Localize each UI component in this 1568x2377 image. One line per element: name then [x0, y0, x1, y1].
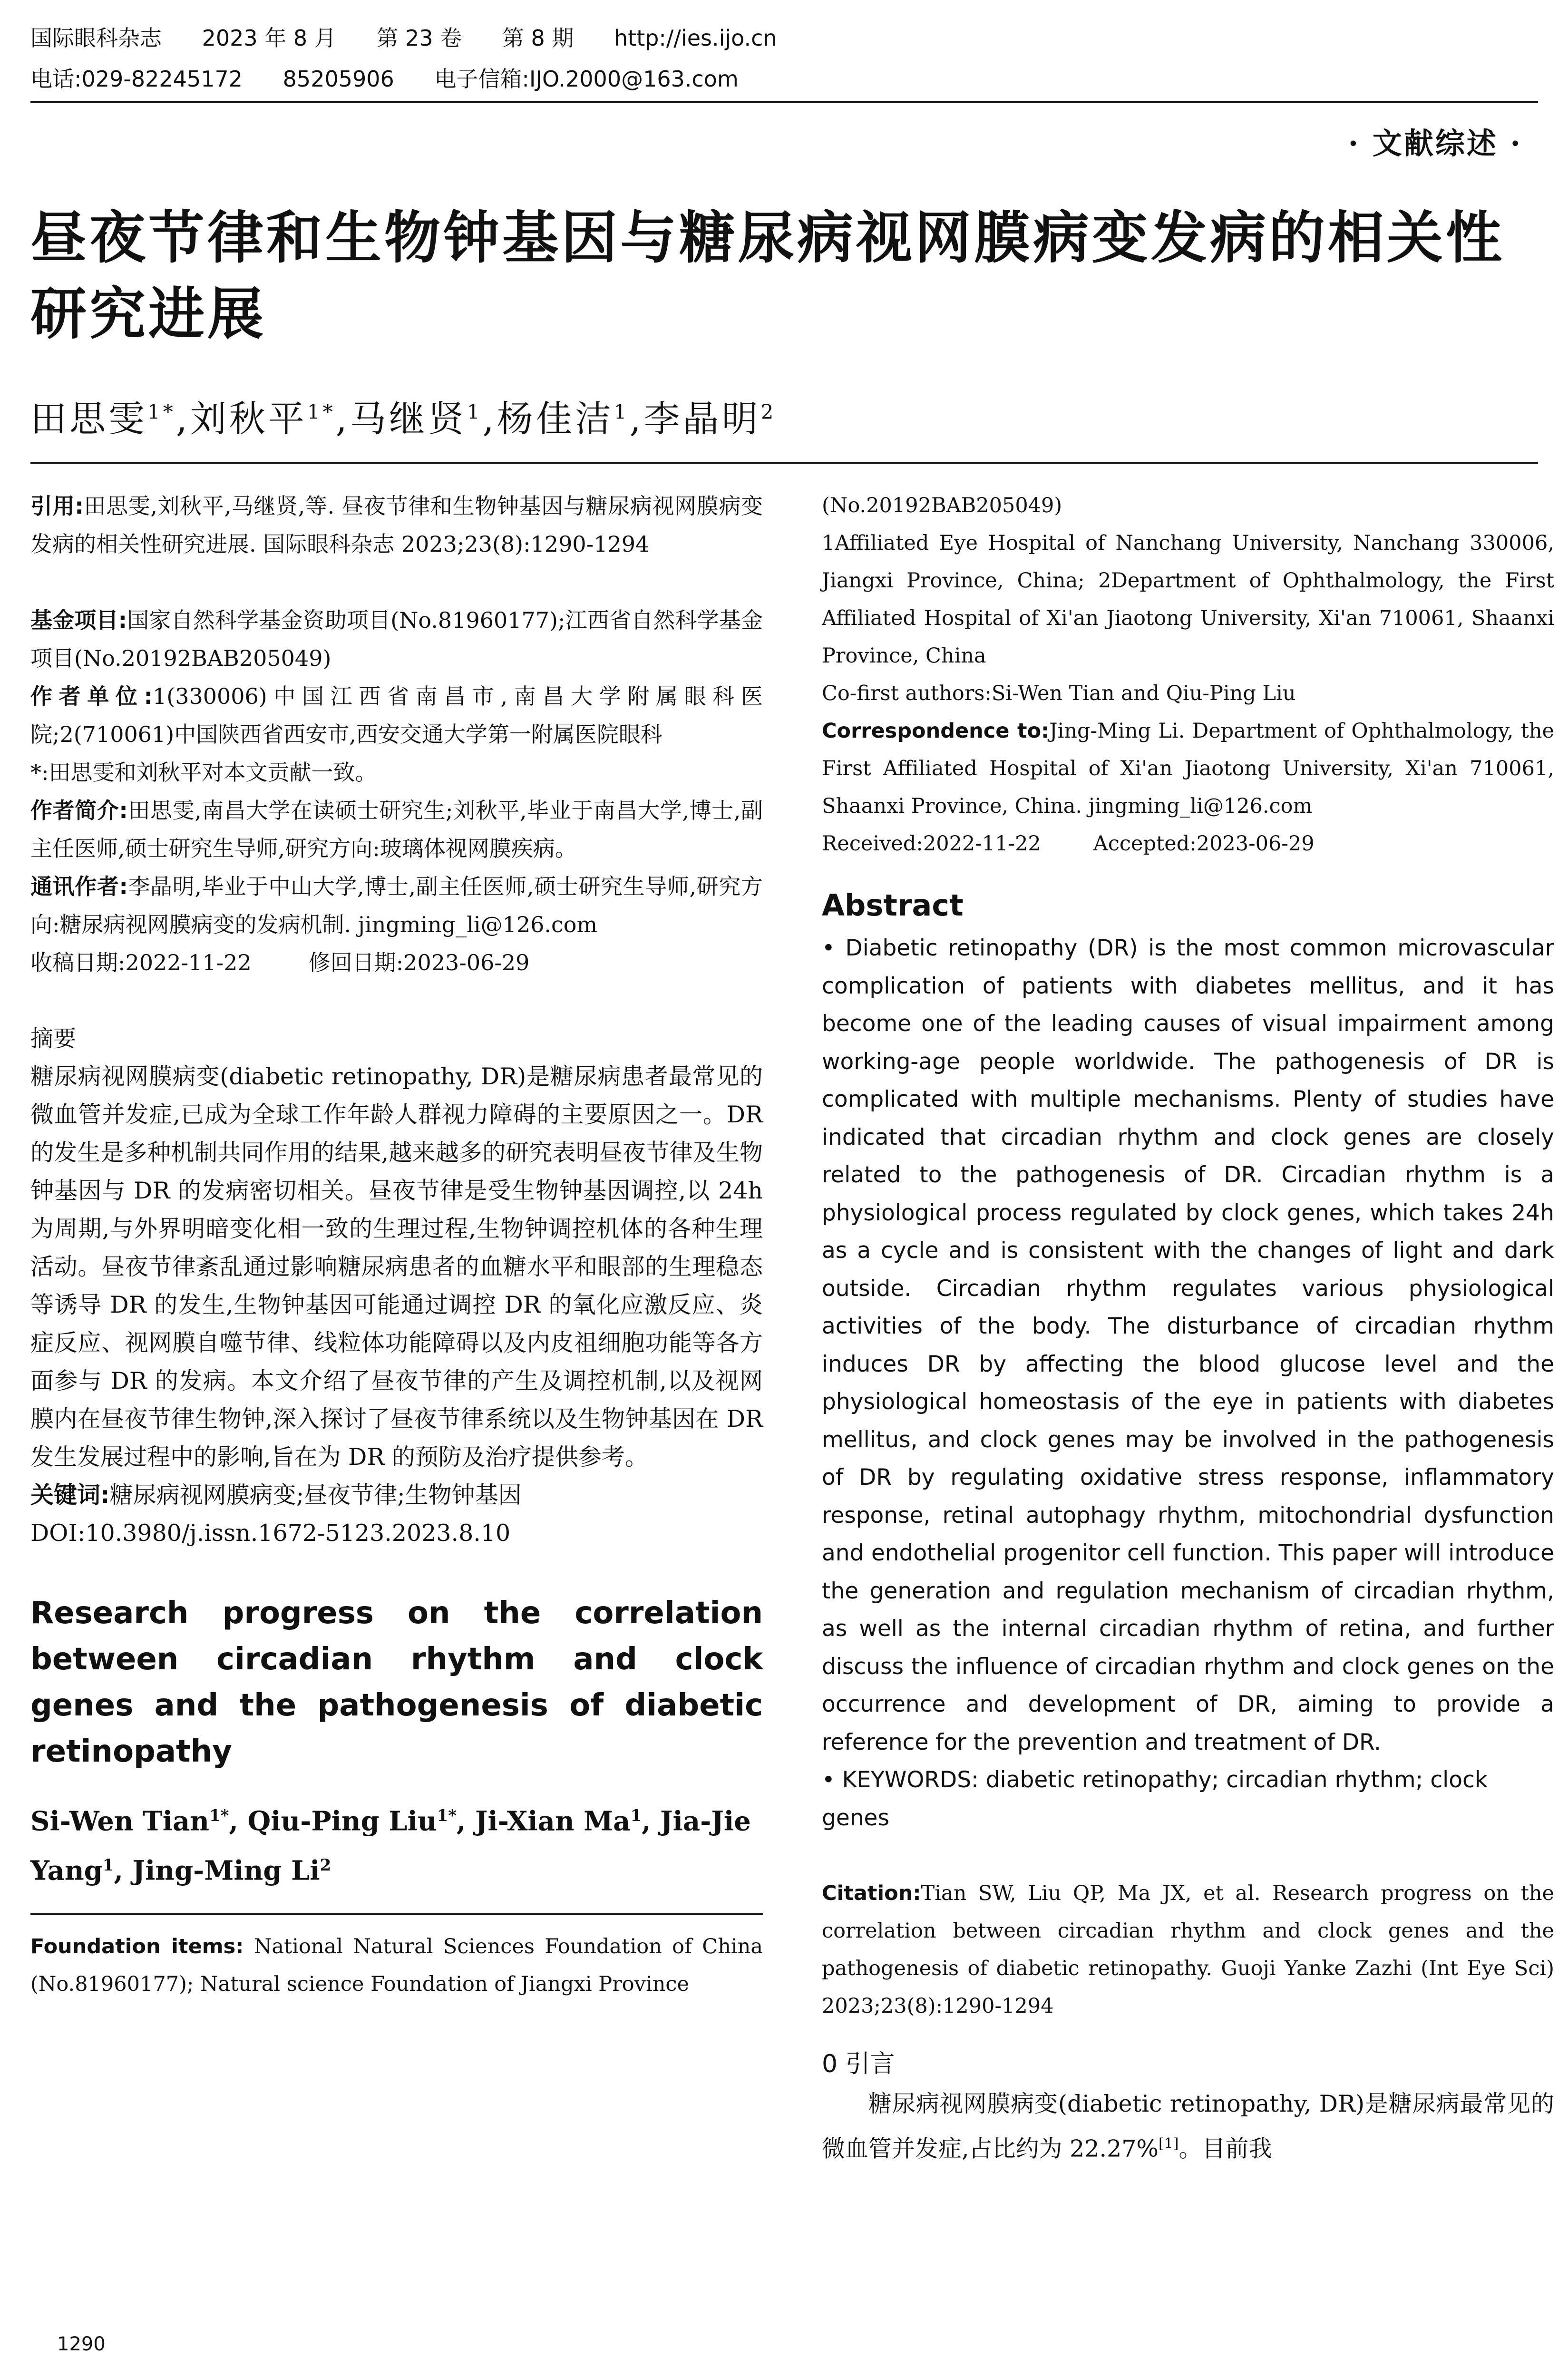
- foundation-label: Foundation items:: [30, 1935, 244, 1959]
- author-sup: 1: [614, 400, 630, 424]
- dates-en: [822, 825, 1554, 863]
- correspondence-text: Jing-Ming Li. Department of Ophthalmology, the First Affiliated Hospital of Xi'an Jiaotong University, Xi'an 710061, Shaanxi Province, China. jingming_li@126.com: [822, 719, 1554, 818]
- keywords-label: 关键词:: [30, 1481, 110, 1509]
- accepted-en: Accepted:2023-06-29: [1093, 832, 1315, 856]
- footnote-rule: [30, 1913, 763, 1915]
- left-column: [30, 487, 763, 2003]
- article-title-cn: 昼夜节律和生物钟基因与糖尿病视网膜病变发病的相关性研究进展: [30, 205, 1505, 347]
- journal-url[interactable]: http://ies.ijo.cn: [614, 25, 777, 51]
- correspondence-en: [822, 712, 1554, 825]
- author-bio: [30, 791, 763, 867]
- intro-paragraph: [822, 2084, 1554, 2169]
- author-name: 田思雯: [30, 398, 147, 440]
- author-sup: 2: [760, 400, 777, 424]
- unit-text: 1(330006)中国江西省南昌市,南昌大学附属眼科医院;2(710061)中国陕西省西安市,西安交通大学第一附属医院眼科: [30, 683, 763, 747]
- journal-header-line2: [30, 62, 772, 93]
- correspondence-label: Correspondence to:: [822, 719, 1050, 743]
- keywords-text: 糖尿病视网膜病变;昼夜节律;生物钟基因: [109, 1481, 522, 1509]
- authors-en: Si-Wen Tian$^{1*}$, Qiu-Ping Liu$^{1*}$, Ji-Xian Ma$^1$, Jia-Jie Yang$^1$, Jing-Ming Li$^2$: [30, 1805, 751, 1887]
- received-en: Received:2022-11-22: [822, 832, 1041, 856]
- corr-text: 李晶明,毕业于中山大学,博士,副主任医师,硕士研究生导师,研究方向:糖尿病视网膜病变的发病机制. jingming_li@126.com: [30, 874, 763, 937]
- unit-info: [30, 677, 763, 753]
- citation-text: 田思雯,刘秋平,马继贤,等. 昼夜节律和生物钟基因与糖尿病视网膜病变发病的相关性研究进展. 国际眼科杂志 2023;23(8):1290-1294: [30, 493, 763, 557]
- section-tag: · 文献综述 ·: [1348, 126, 1522, 161]
- citation-label: 引用:: [30, 493, 84, 519]
- abstract-head-en: Abstract: [822, 888, 964, 923]
- keywords-cn: [30, 1476, 763, 1514]
- header-rule: [30, 101, 1538, 103]
- author-sup-en: 1: [630, 1806, 642, 1825]
- keywords-en: • KEYWORDS: diabetic retinopathy; circadian rhythm; clock genes: [822, 1767, 1488, 1831]
- page-number: 1290: [57, 2333, 106, 2355]
- author-sup: 1: [467, 400, 483, 424]
- intro-text: 糖尿病视网膜病变(diabetic retinopathy, DR)是糖尿病最常见的微血管并发症,占比约为 22.27%: [822, 2090, 1554, 2163]
- author-name-en: Ji-Xian Ma: [475, 1805, 631, 1837]
- fund-label: 基金项目:: [30, 607, 127, 633]
- fund-text: 国家自然科学基金资助项目(No.81960177);江西省自然科学基金项目(No.20192BAB205049): [30, 607, 763, 671]
- author-name: 杨佳洁: [497, 398, 614, 440]
- phone: 电话:029-82245172: [30, 66, 243, 92]
- intro-tail: 。目前我: [1178, 2135, 1272, 2163]
- unit-label: 作者单位:: [30, 683, 153, 709]
- author-name: 马继贤: [350, 398, 467, 440]
- right-column: [822, 487, 1554, 2169]
- reference-1[interactable]: [1]: [1159, 2135, 1179, 2152]
- author-sup: 1*: [147, 400, 176, 424]
- foundation-items: [30, 1928, 763, 2003]
- volume: 第 23 卷: [376, 25, 462, 51]
- fund-info: [30, 601, 763, 677]
- co-first-authors: Co-first authors:Si-Wen Tian and Qiu-Ping Liu: [822, 682, 1296, 705]
- corr-label: 通讯作者:: [30, 874, 128, 899]
- journal-name: 国际眼科杂志: [30, 25, 162, 51]
- author-name: 李晶明: [643, 398, 761, 440]
- received-cn: 收稿日期:2022-11-22: [30, 950, 252, 975]
- citation-cn: [30, 487, 763, 563]
- citation-en: [822, 1875, 1554, 2025]
- author-sup: 1*: [307, 400, 336, 424]
- dates-cn: [30, 944, 763, 982]
- affiliations-en: 1Affiliated Eye Hospital of Nanchang University, Nanchang 330006, Jiangxi Province, China; 2Department of Ophthalmology, the First Affiliated Hospital of Xi'an Jiaotong University, Xi'an 710061, Shaanxi Province, China: [822, 531, 1554, 668]
- author-name-en: Jing-Ming Li: [132, 1855, 320, 1887]
- revised-cn: 修回日期:2023-06-29: [308, 950, 530, 975]
- author-sup-en: 2: [320, 1855, 331, 1875]
- author-name-en: Qiu-Ping Liu: [247, 1805, 437, 1837]
- equal-contribution: *:田思雯和刘秋平对本文贡献一致。: [30, 760, 377, 785]
- abstract-cn: 糖尿病视网膜病变(diabetic retinopathy, DR)是糖尿病患者最常见的微血管并发症,已成为全球工作年龄人群视力障碍的主要原因之一。DR 的发生是多种机制共同作用的结果,越来越多的研究表明昼夜节律及生物钟基因与 DR 的发病密切相关。昼夜节律是受生物钟基因调控,以 24h 为周期,与外界明暗变化相一致的生理过程,生物钟调控机体的各种生理活动。昼夜节律紊乱通过影响糖尿病患者的血糖水平和眼部的生理稳态等诱导 DR 的发生,生物钟基因可能通过调控 DR 的氧化应激反应、炎症反应、视网膜自噬节律、线粒体功能障碍以及内皮祖细胞功能等各方面参与 DR 的发病。本文介绍了昼夜节律的产生及调控机制,以及视网膜内在昼夜节律生物钟,深入探讨了昼夜节律系统以及生物钟基因在 DR 发生发展过程中的影响,旨在为 DR 的预防及治疗提供参考。: [30, 1063, 763, 1471]
- citation-en-text: Tian SW, Liu QP, Ma JX, et al. Research progress on the correlation between circadian rhythm and clock genes and the pathogenesis of diabetic retinopathy. Guoji Yanke Zazhi (Int Eye Sci) 2023;23(8):1290-1294: [822, 1881, 1554, 2018]
- author-sup-en: 1*: [209, 1806, 229, 1825]
- citation-en-label: Citation:: [822, 1881, 921, 1905]
- issue: 第 8 期: [502, 25, 574, 51]
- author-name: 刘秋平: [190, 398, 307, 440]
- email: 电子信箱:IJO.2000@163.com: [434, 66, 739, 92]
- article-title-en: Research progress on the correlation between circadian rhythm and clock genes and the pathogenesis of diabetic retinopathy: [30, 1596, 763, 1769]
- title-rule: [30, 462, 1538, 464]
- foundation-text: National Natural Sciences Foundation of China (No.81960177); Natural science Foundation of Jiangxi Province: [30, 1935, 763, 1997]
- intro-heading: 0 引言: [822, 2050, 895, 2078]
- foundation-continued: (No.20192BAB205049): [822, 494, 1062, 517]
- author-sup-en: 1*: [437, 1806, 457, 1825]
- bio-label: 作者简介:: [30, 798, 128, 823]
- author-sup-en: 1: [102, 1855, 114, 1875]
- bio-text: 田思雯,南昌大学在读硕士研究生;刘秋平,毕业于南昌大学,博士,副主任医师,硕士研究生导师,研究方向:玻璃体视网膜疾病。: [30, 798, 763, 861]
- author-name-en: Si-Wen Tian: [30, 1805, 210, 1837]
- abstract-en: • Diabetic retinopathy (DR) is the most common microvascular complication of patients with diabetes mellitus, and it has become one of the leading causes of visual impairment among working-age people worldwide. The pathogenesis of DR is complicated with multiple mechanisms. Plenty of studies have indicated that circadian rhythm and clock genes are closely related to the pathogenesis of DR. Circadian rhythm is a physiological process regulated by clock genes, which takes 24h as a cycle and is consistent with the changes of light and dark outside. Circadian rhythm regulates various physiological activities of the body. The disturbance of circadian rhythm induces DR by affecting the blood glucose level and the physiological homeostasis of the eye in patients with diabetes mellitus, and clock genes may be involved in the pathogenesis of DR by regulating oxidative stress response, inflammatory response, retinal autophagy rhythm, mitochondrial dysfunction and endothelial progenitor cell function. This paper will introduce the generation and regulation mechanism of circadian rhythm, as well as the internal circadian rhythm of retina, and further discuss the influence of circadian rhythm and clock genes on the occurrence and development of DR, aiming to provide a reference for the prevention and treatment of DR.: [822, 935, 1554, 1755]
- authors-cn: 田思雯$^{1*}$,刘秋平$^{1*}$,马继贤$^1$,杨佳洁$^1$,李晶明$^2$: [30, 398, 777, 440]
- doi[interactable]: DOI:10.3980/j.issn.1672-5123.2023.8.10: [30, 1520, 511, 1547]
- phone-2: 85205906: [282, 66, 394, 92]
- corresponding-author: [30, 867, 763, 944]
- author-name-en: Jia-Jie Yang: [30, 1805, 751, 1887]
- journal-header-line1: [30, 21, 810, 52]
- abstract-head-cn: 摘要: [30, 1025, 77, 1052]
- issue-date: 2023 年 8 月: [202, 25, 336, 51]
